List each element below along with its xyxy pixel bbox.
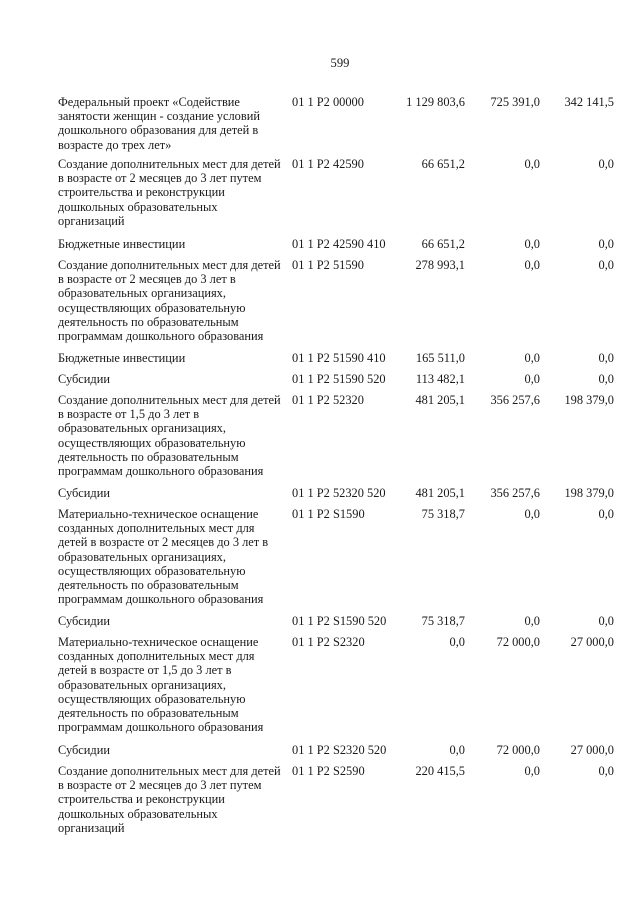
row-value-2: 0,0 [524, 351, 540, 365]
row-value-3: 198 379,0 [564, 486, 614, 500]
row-value-2: 356 257,6 [490, 486, 540, 500]
row-value-2: 72 000,0 [496, 743, 540, 757]
row-code: 01 1 P2 51590 [292, 258, 364, 272]
row-code: 01 1 P2 51590 410 [292, 351, 386, 365]
page-number: 599 [330, 56, 350, 70]
row-name: Субсидии [58, 372, 110, 386]
row-code: 01 1 P2 52320 [292, 393, 364, 407]
row-code: 01 1 P2 S2320 [292, 635, 365, 649]
row-name: Создание дополнительных мест для детей в возрасте от 2 месяцев до 3 лет путем строительства и реконструкции дошкольных образовательных организаций [58, 157, 281, 228]
row-code: 01 1 P2 42590 [292, 157, 364, 171]
row-value-1: 0,0 [449, 743, 465, 757]
row-code: 01 1 P2 S1590 520 [292, 614, 387, 628]
row-value-1: 278 993,1 [415, 258, 465, 272]
row-value-1: 481 205,1 [415, 486, 465, 500]
row-value-3: 0,0 [598, 372, 614, 386]
row-value-1: 481 205,1 [415, 393, 465, 407]
row-value-2: 0,0 [524, 157, 540, 171]
row-value-3: 342 141,5 [564, 95, 614, 109]
row-value-1: 75 318,7 [421, 507, 465, 521]
row-value-1: 165 511,0 [415, 351, 465, 365]
row-code: 01 1 P2 S2320 520 [292, 743, 387, 757]
row-value-2: 72 000,0 [496, 635, 540, 649]
row-value-3: 27 000,0 [570, 743, 614, 757]
row-value-1: 75 318,7 [421, 614, 465, 628]
row-name: Бюджетные инвестиции [58, 237, 186, 251]
row-code: 01 1 P2 42590 410 [292, 237, 386, 251]
row-code: 01 1 P2 S1590 [292, 507, 365, 521]
row-name: Субсидии [58, 743, 110, 757]
row-name: Субсидии [58, 614, 110, 628]
row-name: Федеральный проект «Содействие занятости женщин - создание условий дошкольного образования для детей в возрасте до трех лет» [58, 95, 260, 152]
row-value-1: 220 415,5 [415, 764, 465, 778]
row-value-2: 725 391,0 [490, 95, 540, 109]
row-name: Создание дополнительных мест для детей в возрасте от 2 месяцев до 3 лет в образовательных организациях, осуществляющих образовательную деятельность по образовательным программам дошкольного образования [58, 258, 281, 344]
row-value-1: 113 482,1 [415, 372, 465, 386]
row-value-1: 1 129 803,6 [406, 95, 465, 109]
row-name: Создание дополнительных мест для детей в возрасте от 1,5 до 3 лет в образовательных организациях, осуществляющих образовательную деятельность по образовательным программам дошкольного образования [58, 393, 281, 479]
row-value-3: 0,0 [598, 237, 614, 251]
row-value-2: 0,0 [524, 258, 540, 272]
row-value-3: 0,0 [598, 507, 614, 521]
row-value-2: 0,0 [524, 764, 540, 778]
row-value-3: 0,0 [598, 764, 614, 778]
row-value-2: 0,0 [524, 614, 540, 628]
row-name: Бюджетные инвестиции [58, 351, 186, 365]
row-value-3: 0,0 [598, 157, 614, 171]
row-value-1: 0,0 [449, 635, 465, 649]
row-value-3: 0,0 [598, 351, 614, 365]
row-value-2: 356 257,6 [490, 393, 540, 407]
row-name: Материально-техническое оснащение созданных дополнительных мест для детей в возрасте от 1,5 до 3 лет в образовательных организациях, осуществляющих образовательную деятельность по образовательным программам дошкольного образования [58, 635, 264, 735]
row-name: Субсидии [58, 486, 110, 500]
row-value-1: 66 651,2 [421, 237, 465, 251]
row-code: 01 1 P2 S2590 [292, 764, 365, 778]
row-value-2: 0,0 [524, 372, 540, 386]
row-value-2: 0,0 [524, 507, 540, 521]
row-value-1: 66 651,2 [421, 157, 465, 171]
row-value-2: 0,0 [524, 237, 540, 251]
row-code: 01 1 P2 00000 [292, 95, 364, 109]
row-name: Материально-техническое оснащение созданных дополнительных мест для детей в возрасте от 2 месяцев до 3 лет в образовательных организациях, осуществляющих образовательную деятельность по образовательным программам дошкольного образования [58, 507, 269, 607]
row-name: Создание дополнительных мест для детей в возрасте от 2 месяцев до 3 лет путем строительства и реконструкции дошкольных образовательных организаций [58, 764, 281, 835]
row-value-3: 0,0 [598, 258, 614, 272]
row-value-3: 198 379,0 [564, 393, 614, 407]
row-value-3: 27 000,0 [570, 635, 614, 649]
row-code: 01 1 P2 51590 520 [292, 372, 386, 386]
row-code: 01 1 P2 52320 520 [292, 486, 386, 500]
row-value-3: 0,0 [598, 614, 614, 628]
